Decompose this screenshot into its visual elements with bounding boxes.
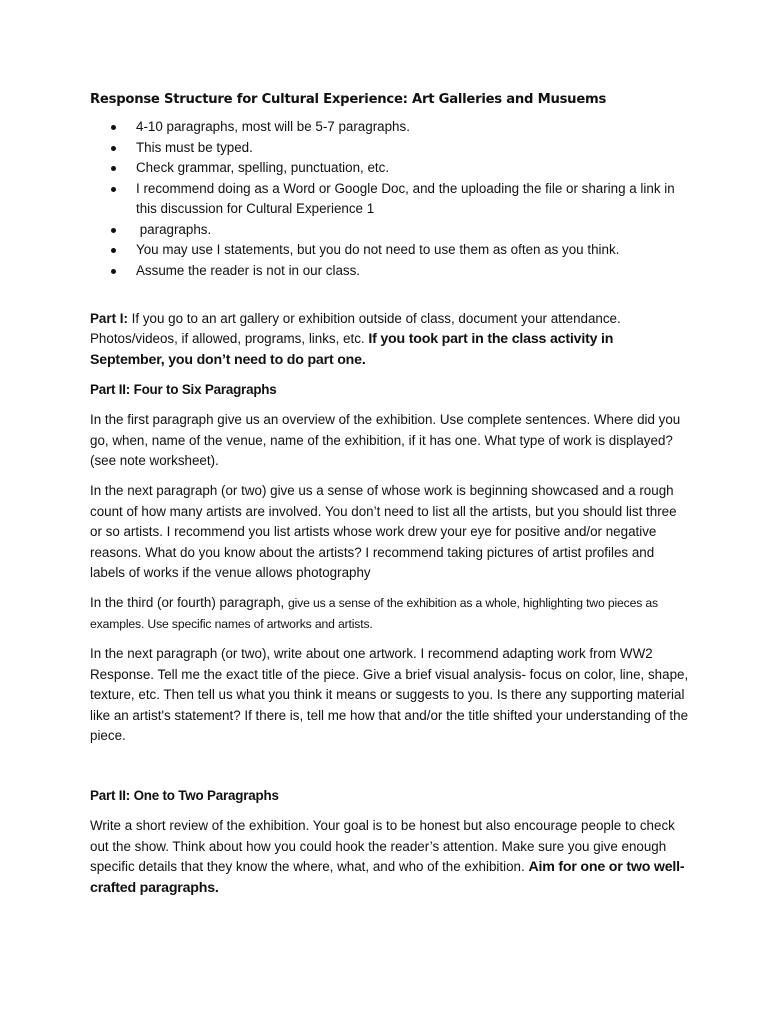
part-one-text: If you go to an art gallery or exhibition outside of class, document your attendance. Photos/videos, if allowed, programs, links, etc. [90,311,625,347]
part-one-note: If you took part in the class activity in September, you don’t need to do part one. [90,331,614,368]
part-two-paragraph-1: In the first paragraph give us an overview of the exhibition. Use complete sentences. Where did you go, when, name of the venue, name of the exhibition, if it has one. What type of work is displayed? (see note worksheet). [90,412,681,469]
list-item [90,179,690,220]
list-item [90,240,690,261]
bullet-icon [111,248,116,253]
paragraph-3-rest: give us a sense of the exhibition as a whole, highlighting two pieces as examples. Use specific names of artworks and artists. [90,596,658,631]
list-item [90,158,690,179]
bullet-icon [111,269,116,274]
part-three-paragraph [90,816,690,898]
part-two-paragraph-3 [90,593,690,634]
paragraph-3-lead: In the third (or fourth) paragraph, [90,595,288,611]
part-one-label: Part I: [90,311,128,326]
document-page [90,88,690,898]
part-three-heading: Part II: One to Two Paragraphs [90,788,279,804]
part-three-text: Write a short review of the exhibition. Your goal is to be honest but also encourage people to check out the show. Think about how you could hook the reader’s attention. Make sure you give enough specific details that they know the where, what, and who of the exhibition. [90,818,679,875]
list-item-text: This must be typed. [136,139,253,155]
bullet-icon [111,228,116,233]
part-three-note: Aim for one or two well-crafted paragraphs. [90,859,685,896]
requirements-list [90,117,690,281]
list-item-text: Assume the reader is not in our class. [136,262,361,278]
list-item [90,220,690,241]
list-item-text: paragraphs. [136,221,212,237]
list-item-text: You may use I statements, but you do not need to use them as often as you think. [136,242,620,257]
part-one-paragraph [90,309,690,370]
bullet-icon [111,146,116,151]
bullet-icon [111,187,116,192]
part-two-heading: Part II: Four to Six Paragraphs [90,382,277,398]
list-item [90,261,690,282]
bullet-icon [111,125,116,130]
list-item-text: 4-10 paragraphs, most will be 5-7 paragraphs. [136,119,410,134]
list-item-text: Check grammar, spelling, punctuation, etc. [136,160,390,175]
bullet-icon [111,166,116,171]
part-two-paragraph-2: In the next paragraph (or two) give us a sense of whose work is beginning showcased and a rough count of how many artists are involved. You don’t need to list all the artists, but you should list three or so artists. I recommend you list artists whose work drew your eye for positive and/or negative reasons. What do you know about the artists? I recommend taking pictures of artist profiles and labels of works if the venue allows photography [90,483,677,581]
list-item-text: I recommend doing as a Word or Google Doc, and the uploading the file or sharing a link in this discussion for Cultural Experience 1 [136,180,675,216]
list-item [90,117,690,138]
document-title: Response Structure for Cultural Experience: Art Galleries and Musuems [90,92,607,107]
list-item [90,138,690,159]
part-two-paragraph-4: In the next paragraph (or two), write about one artwork. I recommend adapting work from WW2 Response. Tell me the exact title of the piece. Give a brief visual analysis- focus on color, line, shape, texture, etc. Then tell us what you think it means or suggests to you. Is there any supporting material like an artist's statement? If there is, tell me how that and/or the title shifted your understanding of the piece. [90,646,689,743]
